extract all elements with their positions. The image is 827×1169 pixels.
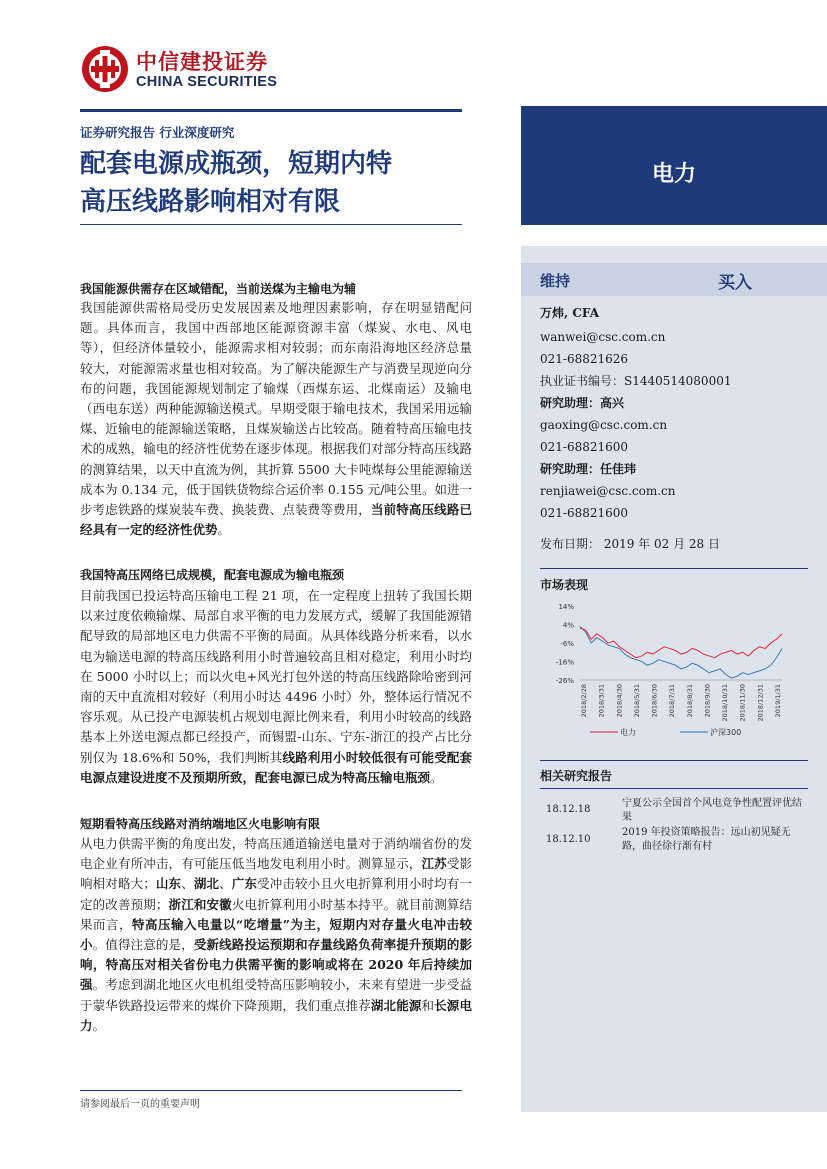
report-type: 证券研究报告 行业深度研究: [80, 125, 235, 140]
report-title-line-2: 高压线路影响相对有限: [80, 187, 341, 217]
x-tick-label: 2018/5/31: [632, 684, 641, 718]
x-tick-label: 2018/12/31: [756, 684, 765, 722]
legend-label: 沪深300: [710, 728, 742, 737]
related-section-rule-2: [540, 788, 808, 789]
y-tick-label: 14%: [558, 603, 574, 611]
footer-disclaimer[interactable]: 请参阅最后一页的重要声明: [80, 1099, 200, 1110]
analyst-2-name: 研究助理：高兴: [540, 396, 625, 410]
analyst-2-phone: 021-68821600: [540, 440, 629, 454]
related-title-1[interactable]: 宁夏公示全国首个风电竞争性配置评优结果: [622, 798, 802, 823]
related-title-2[interactable]: 2019 年投资策略报告：远山初见疑无路，曲径徐行渐有村: [622, 827, 791, 852]
x-tick-label: 2018/10/31: [721, 684, 730, 722]
section-heading-2: 我国特高压网络已成规模，配套电源成为输电瓶颈: [80, 568, 345, 582]
title-underline: [80, 224, 462, 225]
report-title: [80, 145, 520, 221]
related-section-rule: [540, 760, 808, 761]
rating-buy: 买入: [718, 273, 752, 293]
legend-label: 电力: [620, 728, 636, 737]
market-performance-chart: [540, 596, 790, 742]
section-1-paragraph: 我国能源供需格局受历史发展因素及地理因素影响，存在明显错配问题。具体而言，我国中西部地区能源资源丰富（煤炭、水电、风电等），但经济体量较小，能源需求相对较弱；而东南沿海地区经济总量较大，对能源需求量也相对较高。为了解决能源生产与消费呈现逆向分布的问题，我国能源规划制定了输煤（西煤东运、北煤南运）及输电（西电东送）两种能源输送模式。早期受限于输电技术，我国采用远输煤、近输电的能源输送策略，且煤炭输送占比较高。随着特高压输电技术的成熟，输电的经济性优势在逐步体现。根据我们对部分特高压线路的测算结果，以天中直流为例，其折算 5500 大卡吨煤每公里能源输送成本为 0.134 元，低于国铁货物综合运价率 0.155 元/吨公里。如进一步考虑铁路的煤炭装车费、换装费、点装费等费用，当前特高压线路已经具有一定的经济性优势。: [80, 300, 472, 538]
x-tick-label: 2018/4/30: [615, 684, 624, 718]
analyst-3-phone: 021-68821600: [540, 506, 629, 520]
y-tick-label: 4%: [562, 621, 574, 630]
analyst-1-email[interactable]: wanwei@csc.com.cn: [540, 330, 666, 344]
report-title-line-1: 配套电源成瓶颈，短期内特: [80, 149, 393, 179]
series-line: [580, 628, 782, 658]
publish-date: 发布日期： 2019 年 02 月 28 日: [540, 537, 720, 551]
x-tick-label: 2018/3/31: [597, 684, 606, 718]
analyst-3-email[interactable]: renjiawei@csc.com.cn: [540, 484, 676, 498]
header-divider: [80, 109, 462, 112]
analyst-1-phone: 021-68821626: [540, 352, 629, 366]
rating-maintain: 维持: [540, 272, 571, 290]
y-tick-label: -26%: [555, 677, 574, 685]
y-tick-label: -6%: [560, 640, 574, 648]
x-tick-label: 2018/11/30: [738, 684, 747, 722]
analyst-1-name: 万炜, CFA: [540, 306, 600, 320]
analyst-1-cert: 执业证书编号：S1440514080001: [540, 374, 732, 388]
y-tick-label: -16%: [555, 658, 574, 667]
related-date-2: 18.12.10: [546, 834, 591, 845]
related-date-1: 18.12.18: [546, 804, 591, 815]
x-tick-label: 2018/6/30: [650, 684, 659, 718]
brand-name-en: CHINA SECURITIES: [136, 74, 278, 90]
section-heading-3: 短期看特高压线路对消纳端地区火电影响有限: [80, 817, 321, 831]
section-3-paragraph: 从电力供需平衡的角度出发，特高压通道输送电量对于消纳端省份的发电企业有所冲击，有可能压低当地发电利用小时。测算显示，江苏受影响相对略大；山东、湖北、广东受冲击较小且火电折算利用小时均有一定的改善预期；浙江和安徽火电折算利用小时基本持平。就目前测算结果而言，特高压输入电量以“吃增量”为主，短期内对存量火电冲击较小。值得注意的是，受新线路投运预期和存量线路负荷率提升预期的影响，特高压对相关省份电力供需平衡的影响或将在 2020 年后持续加强。考虑到湖北地区火电机组受特高压影响较小，未来有望进一步受益于蒙华铁路投运带来的煤价下降预期，我们重点推荐湖北能源和长源电力。: [80, 836, 472, 1033]
x-tick-label: 2018/8/31: [685, 684, 694, 718]
x-tick-label: 2018/7/31: [668, 684, 677, 718]
section-2-paragraph: 目前我国已投运特高压输电工程 21 项，在一定程度上扭转了我国长期以来过度依赖输煤、局部自求平衡的电力发展方式，缓解了我国能源错配导致的局部地区电力供需不平衡的局面。从具体线路分析来看，以水电为输送电源的特高压线路利用小时普遍较高且相对稳定，利用小时均在 5000 小时以上；而以火电+风光打包外送的特高压线路除哈密到河南的天中直流相对较好（利用小时达 4496 小时）外，整体运行情况不容乐观。从已投产电源装机占规划电源比例来看，利用小时较高的线路基本上外送电源点都已经投产，而锡盟-山东、宁东-浙江的投产占比分别仅为 18.6%和 50%，我们判断其线路利用小时较低很有可能受配套电源点建设进度不及预期所致，配套电源已成为特高压输电瓶颈。: [80, 588, 472, 785]
company-logo-icon: [80, 44, 130, 94]
x-tick-label: 2019/1/31: [774, 684, 782, 718]
market-section-rule: [540, 568, 808, 569]
market-heading: 市场表现: [540, 578, 589, 592]
analyst-2-email[interactable]: gaoxing@csc.com.cn: [540, 418, 668, 432]
brand-name-cn: 中信建投证券: [136, 50, 268, 74]
related-heading: 相关研究报告: [540, 769, 613, 783]
analyst-3-name: 研究助理：任佳玮: [540, 462, 637, 476]
x-tick-label: 2018/9/30: [703, 684, 712, 718]
x-tick-label: 2018/2/28: [580, 684, 588, 718]
section-heading-1: 我国能源供需存在区域错配，当前送煤为主输电为辅: [80, 282, 357, 296]
footer-divider: [80, 1090, 462, 1091]
sector-label: 电力: [651, 162, 696, 187]
